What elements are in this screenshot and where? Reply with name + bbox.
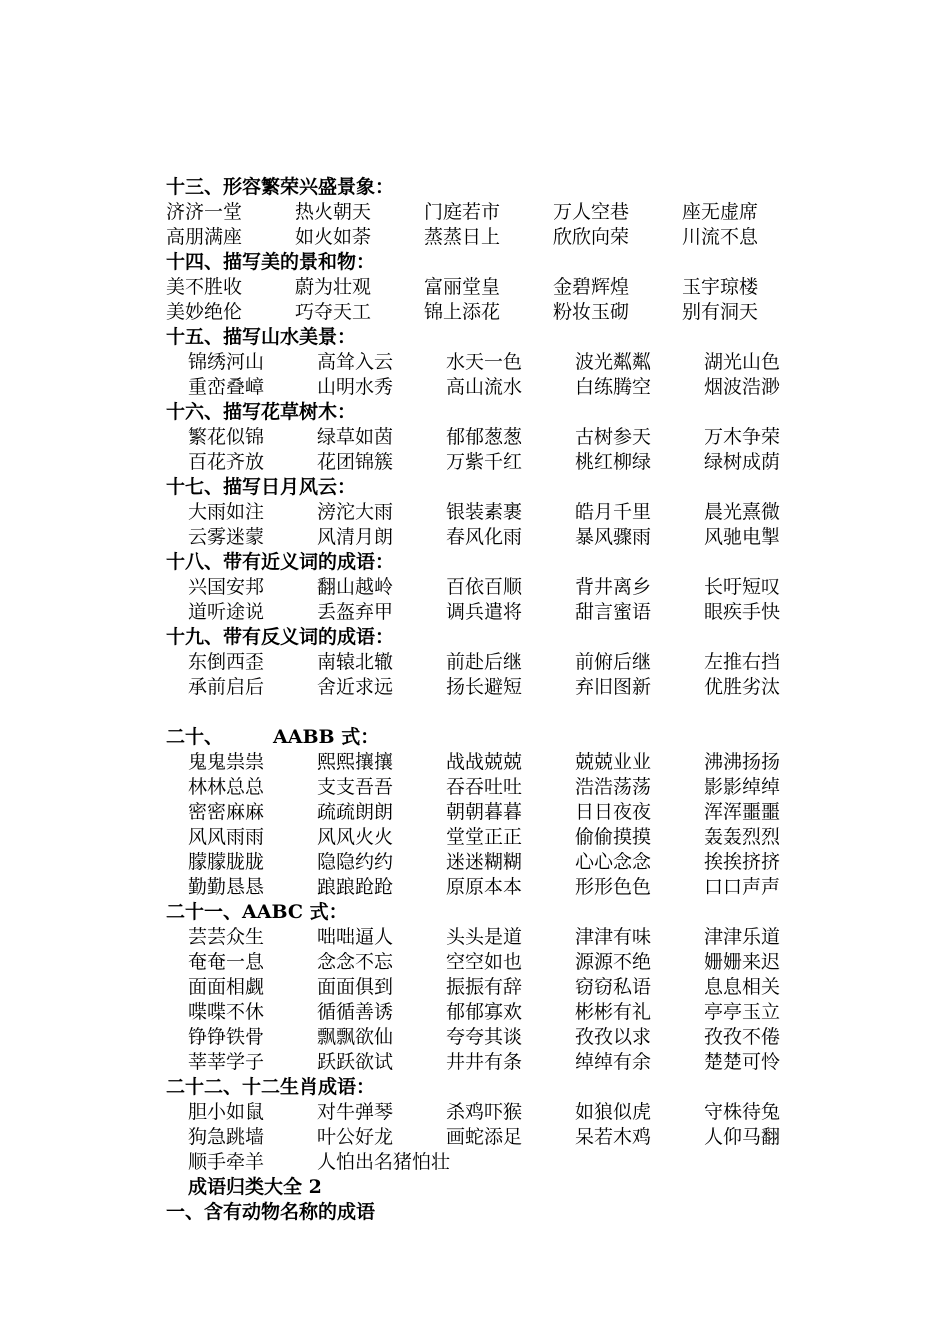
idiom-item: 守株待兔 xyxy=(704,1101,781,1123)
idiom-item: 楚楚可怜 xyxy=(704,1051,781,1073)
idiom-item: 堂堂正正 xyxy=(446,826,523,848)
section-heading: 十九、带有反义词的成语： xyxy=(166,626,395,648)
idiom-row xyxy=(166,200,866,225)
section-label: AABB 式： xyxy=(273,726,380,748)
idiom-row xyxy=(166,525,866,550)
section-heading: 十八、带有近义词的成语： xyxy=(166,551,395,573)
idiom-item: 如狼似虎 xyxy=(575,1101,652,1123)
idiom-item: 舍近求远 xyxy=(317,676,394,698)
idiom-item: 绿草如茵 xyxy=(317,426,394,448)
idiom-item: 美妙绝伦 xyxy=(166,301,243,323)
idiom-item: 奄奄一息 xyxy=(188,951,265,973)
idiom-item: 密密麻麻 xyxy=(188,801,265,823)
idiom-item: 背井离乡 xyxy=(575,576,652,598)
idiom-item: 喋喋不休 xyxy=(188,1001,265,1023)
idiom-item: 晨光熹微 xyxy=(704,501,781,523)
idiom-row xyxy=(166,775,866,800)
idiom-item: 莘莘学子 xyxy=(188,1051,265,1073)
idiom-item: 前赴后继 xyxy=(446,651,523,673)
idiom-item: 兴国安邦 xyxy=(188,576,265,598)
section-heading: 十五、描写山水美景： xyxy=(166,326,357,348)
idiom-item: 念念不忘 xyxy=(317,951,394,973)
idiom-row xyxy=(166,850,866,875)
idiom-item: 源源不绝 xyxy=(575,951,652,973)
idiom-item: 承前启后 xyxy=(188,676,265,698)
section-heading: 十四、描写美的景和物： xyxy=(166,251,376,273)
idiom-item: 玉宇琼楼 xyxy=(682,276,759,298)
idiom-item: 道听途说 xyxy=(188,601,265,623)
idiom-item: 绿树成荫 xyxy=(704,451,781,473)
idiom-item: 朝朝暮暮 xyxy=(446,801,523,823)
idiom-item: 影影绰绰 xyxy=(704,776,781,798)
idiom-row xyxy=(166,825,866,850)
idiom-item: 风驰电掣 xyxy=(704,526,781,548)
idiom-item: 优胜劣汰 xyxy=(704,676,781,698)
idiom-item: 浩浩荡荡 xyxy=(575,776,652,798)
idiom-item: 郁郁寡欢 xyxy=(446,1001,523,1023)
idiom-item: 战战兢兢 xyxy=(446,751,523,773)
idiom-item: 胆小如鼠 xyxy=(188,1101,265,1123)
idiom-item: 金碧辉煌 xyxy=(553,276,630,298)
idiom-row xyxy=(166,275,866,300)
idiom-item: 波光粼粼 xyxy=(575,351,652,373)
idiom-row xyxy=(166,750,866,775)
idiom-item: 津津乐道 xyxy=(704,926,781,948)
idiom-item: 鬼鬼祟祟 xyxy=(188,751,265,773)
idiom-item: 热火朝天 xyxy=(295,201,372,223)
idiom-item: 窃窃私语 xyxy=(575,976,652,998)
idiom-item: 百花齐放 xyxy=(188,451,265,473)
idiom-item: 口口声声 xyxy=(704,876,781,898)
idiom-row xyxy=(166,875,866,900)
document-subtitle: 成语归类大全 2 xyxy=(188,1176,322,1198)
idiom-item: 南辕北辙 xyxy=(317,651,394,673)
idiom-item: 振振有辞 xyxy=(446,976,523,998)
idiom-item: 高耸入云 xyxy=(317,351,394,373)
idiom-item: 川流不息 xyxy=(682,226,759,248)
idiom-item: 息息相关 xyxy=(704,976,781,998)
idiom-item: 水天一色 xyxy=(446,351,523,373)
idiom-row xyxy=(166,1150,866,1175)
idiom-item: 蒸蒸日上 xyxy=(424,226,501,248)
idiom-item: 云雾迷蒙 xyxy=(188,526,265,548)
idiom-item: 兢兢业业 xyxy=(575,751,652,773)
idiom-item: 郁郁葱葱 xyxy=(446,426,523,448)
idiom-item: 暴风骤雨 xyxy=(575,526,652,548)
idiom-row xyxy=(166,1125,866,1150)
idiom-item: 心心念念 xyxy=(575,851,652,873)
idiom-item: 飘飘欲仙 xyxy=(317,1026,394,1048)
idiom-item: 粉妆玉砌 xyxy=(553,301,630,323)
idiom-item: 银装素裹 xyxy=(446,501,523,523)
idiom-row xyxy=(166,225,866,250)
idiom-item: 疏疏朗朗 xyxy=(317,801,394,823)
idiom-item: 如火如荼 xyxy=(295,226,372,248)
section-heading: 二十一、AABC 式： xyxy=(166,901,348,923)
idiom-item: 彬彬有礼 xyxy=(575,1001,652,1023)
idiom-item: 轰轰烈烈 xyxy=(704,826,781,848)
idiom-item: 扬长避短 xyxy=(446,676,523,698)
idiom-item: 熙熙攘攘 xyxy=(317,751,394,773)
idiom-item: 美不胜收 xyxy=(166,276,243,298)
idiom-item: 高山流水 xyxy=(446,376,523,398)
idiom-row xyxy=(166,375,866,400)
idiom-item: 顺手牵羊 xyxy=(188,1151,265,1173)
blank-line xyxy=(166,700,866,725)
idiom-item: 人怕出名猪怕壮 xyxy=(317,1151,451,1173)
idiom-row xyxy=(166,1050,866,1075)
idiom-item: 春风化雨 xyxy=(446,526,523,548)
idiom-item: 叶公好龙 xyxy=(317,1126,394,1148)
idiom-item: 湖光山色 xyxy=(704,351,781,373)
idiom-row xyxy=(166,600,866,625)
idiom-item: 画蛇添足 xyxy=(446,1126,523,1148)
idiom-item: 万木争荣 xyxy=(704,426,781,448)
idiom-item: 朦朦胧胧 xyxy=(188,851,265,873)
idiom-row xyxy=(166,650,866,675)
idiom-item: 呆若木鸡 xyxy=(575,1126,652,1148)
idiom-item: 空空如也 xyxy=(446,951,523,973)
idiom-item: 孜孜以求 xyxy=(575,1026,652,1048)
idiom-item: 杀鸡吓猴 xyxy=(446,1101,523,1123)
idiom-item: 支支吾吾 xyxy=(317,776,394,798)
idiom-item: 眼疾手快 xyxy=(704,601,781,623)
idiom-item: 东倒西歪 xyxy=(188,651,265,673)
idiom-item: 白练腾空 xyxy=(575,376,652,398)
idiom-row xyxy=(166,800,866,825)
idiom-item: 万人空巷 xyxy=(553,201,630,223)
idiom-item: 万紫千红 xyxy=(446,451,523,473)
idiom-item: 滂沱大雨 xyxy=(317,501,394,523)
idiom-row xyxy=(166,300,866,325)
idiom-item: 蔚为壮观 xyxy=(295,276,372,298)
idiom-item: 津津有味 xyxy=(575,926,652,948)
idiom-item: 勤勤恳恳 xyxy=(188,876,265,898)
section-heading: 十三、形容繁荣兴盛景象： xyxy=(166,176,395,198)
idiom-item: 别有洞天 xyxy=(682,301,759,323)
idiom-row xyxy=(166,950,866,975)
idiom-item: 铮铮铁骨 xyxy=(188,1026,265,1048)
idiom-item: 对牛弹琴 xyxy=(317,1101,394,1123)
idiom-item: 山明水秀 xyxy=(317,376,394,398)
idiom-item: 长吁短叹 xyxy=(704,576,781,598)
idiom-item: 隐隐约约 xyxy=(317,851,394,873)
section-heading: 一、含有动物名称的成语 xyxy=(166,1201,376,1223)
idiom-item: 姗姗来迟 xyxy=(704,951,781,973)
idiom-item: 高朋满座 xyxy=(166,226,243,248)
idiom-item: 面面俱到 xyxy=(317,976,394,998)
idiom-item: 烟波浩渺 xyxy=(704,376,781,398)
idiom-item: 风清月朗 xyxy=(317,526,394,548)
idiom-item: 偷偷摸摸 xyxy=(575,826,652,848)
idiom-item: 桃红柳绿 xyxy=(575,451,652,473)
idiom-item: 咄咄逼人 xyxy=(317,926,394,948)
idiom-item: 甜言蜜语 xyxy=(575,601,652,623)
idiom-item: 欣欣向荣 xyxy=(553,226,630,248)
section-heading-aabb xyxy=(166,725,866,750)
idiom-row xyxy=(166,1100,866,1125)
idiom-item: 头头是道 xyxy=(446,926,523,948)
idiom-row xyxy=(166,500,866,525)
idiom-row xyxy=(166,575,866,600)
idiom-item: 调兵遣将 xyxy=(446,601,523,623)
idiom-item: 巧夺天工 xyxy=(295,301,372,323)
idiom-item: 形形色色 xyxy=(575,876,652,898)
idiom-list xyxy=(166,175,866,1225)
idiom-row xyxy=(166,925,866,950)
idiom-item: 座无虚席 xyxy=(682,201,759,223)
idiom-item: 孜孜不倦 xyxy=(704,1026,781,1048)
idiom-item: 风风火火 xyxy=(317,826,394,848)
idiom-item: 循循善诱 xyxy=(317,1001,394,1023)
idiom-item: 面面相觑 xyxy=(188,976,265,998)
idiom-item: 弃旧图新 xyxy=(575,676,652,698)
section-heading: 二十二、十二生肖成语： xyxy=(166,1076,376,1098)
idiom-row xyxy=(166,450,866,475)
idiom-item: 芸芸众生 xyxy=(188,926,265,948)
idiom-item: 重峦叠嶂 xyxy=(188,376,265,398)
idiom-item: 踉踉跄跄 xyxy=(317,876,394,898)
idiom-item: 济济一堂 xyxy=(166,201,243,223)
idiom-item: 锦绣河山 xyxy=(188,351,265,373)
idiom-item: 繁花似锦 xyxy=(188,426,265,448)
idiom-item: 花团锦簇 xyxy=(317,451,394,473)
idiom-row xyxy=(166,425,866,450)
idiom-item: 锦上添花 xyxy=(424,301,501,323)
idiom-item: 日日夜夜 xyxy=(575,801,652,823)
section-heading: 十六、描写花草树木： xyxy=(166,401,357,423)
idiom-row xyxy=(166,350,866,375)
idiom-item: 百依百顺 xyxy=(446,576,523,598)
idiom-item: 翻山越岭 xyxy=(317,576,394,598)
idiom-item: 皓月千里 xyxy=(575,501,652,523)
idiom-item: 吞吞吐吐 xyxy=(446,776,523,798)
idiom-item: 绰绰有余 xyxy=(575,1051,652,1073)
idiom-item: 夸夸其谈 xyxy=(446,1026,523,1048)
idiom-item: 左推右挡 xyxy=(704,651,781,673)
idiom-item: 大雨如注 xyxy=(188,501,265,523)
idiom-row xyxy=(166,1025,866,1050)
idiom-item: 前俯后继 xyxy=(575,651,652,673)
section-heading: 十七、描写日月风云： xyxy=(166,476,357,498)
idiom-item: 丢盔弃甲 xyxy=(317,601,394,623)
idiom-item: 门庭若市 xyxy=(424,201,501,223)
section-number: 二十、 xyxy=(166,726,224,748)
idiom-item: 富丽堂皇 xyxy=(424,276,501,298)
idiom-row xyxy=(166,975,866,1000)
idiom-row xyxy=(166,675,866,700)
idiom-item: 沸沸扬扬 xyxy=(704,751,781,773)
idiom-item: 挨挨挤挤 xyxy=(704,851,781,873)
idiom-row xyxy=(166,1000,866,1025)
idiom-item: 原原本本 xyxy=(446,876,523,898)
idiom-item: 浑浑噩噩 xyxy=(704,801,781,823)
idiom-item: 古树参天 xyxy=(575,426,652,448)
idiom-item: 人仰马翻 xyxy=(704,1126,781,1148)
idiom-item: 井井有条 xyxy=(446,1051,523,1073)
idiom-item: 狗急跳墙 xyxy=(188,1126,265,1148)
idiom-item: 亭亭玉立 xyxy=(704,1001,781,1023)
idiom-item: 林林总总 xyxy=(188,776,265,798)
idiom-item: 风风雨雨 xyxy=(188,826,265,848)
idiom-item: 迷迷糊糊 xyxy=(446,851,523,873)
idiom-item: 跃跃欲试 xyxy=(317,1051,394,1073)
